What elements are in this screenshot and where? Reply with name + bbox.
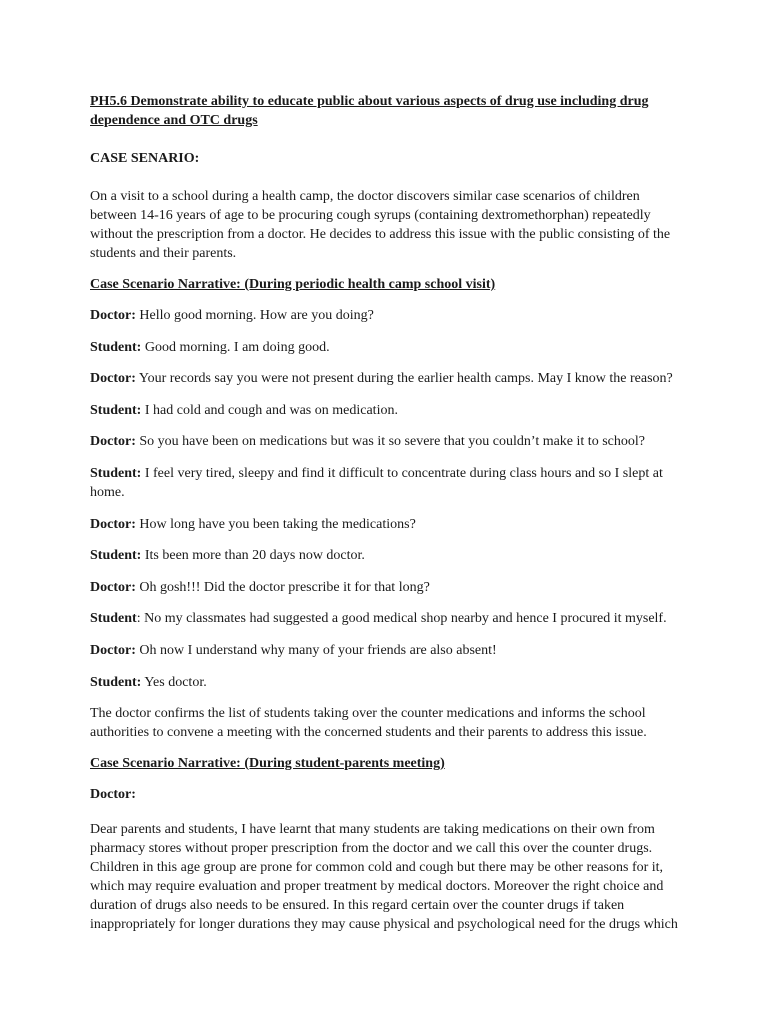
dialogue-line bbox=[90, 306, 680, 325]
doctor-address-paragraph: Dear parents and students, I have learnt that many students are taking medications on their own from pharmacy stores without proper prescription from the doctor and we call this over the counter drugs. Children in this age group are prone for common cold and cough but there may be other reasons for it, which may require evaluation and proper treatment by medical doctors. Moreover the right choice and duration of drugs also needs to be ensured. In this regard certain over the counter drugs if taken inappropriately for longer durations they may cause physical and psychological need for the drugs which bbox=[90, 822, 678, 933]
speaker-label: Student: bbox=[90, 339, 142, 355]
dialogue-text: Good morning. I am doing good. bbox=[141, 339, 330, 355]
dialogue-text: Its been more than 20 days now doctor. bbox=[141, 548, 365, 564]
dialogue-text: How long have you been taking the medications? bbox=[135, 516, 416, 532]
dialogue-text: Your records say you were not present during the earlier health camps. May I know the reason? bbox=[135, 371, 673, 387]
dialogue-line bbox=[90, 515, 680, 534]
dialogue-line bbox=[90, 609, 680, 628]
dialogue-line bbox=[90, 464, 680, 502]
dialogue bbox=[90, 306, 680, 692]
speaker-label: Student: bbox=[90, 465, 142, 481]
speaker-label: Doctor: bbox=[90, 308, 136, 323]
speaker-label: Doctor: bbox=[90, 371, 136, 387]
dialogue-line bbox=[90, 641, 680, 660]
dialogue-line bbox=[90, 578, 680, 597]
section-title-parents-meeting: Case Scenario Narrative: (During student-parents meeting) bbox=[90, 756, 445, 772]
dialogue-line bbox=[90, 432, 680, 451]
dialogue-line bbox=[90, 338, 680, 357]
dialogue-text: I feel very tired, sleepy and find it difficult to concentrate during class hours and so I slept at home. bbox=[90, 465, 663, 500]
dialogue-line bbox=[90, 546, 680, 565]
speaker-label: Doctor: bbox=[90, 434, 136, 450]
dialogue-text: : No my classmates had suggested a good medical shop nearby and hence I procured it myself. bbox=[136, 611, 667, 627]
speaker-label: Student: bbox=[90, 674, 142, 690]
dialogue-text: Oh gosh!!! Did the doctor prescribe it for that long? bbox=[135, 579, 430, 595]
doctor-label: Doctor: bbox=[90, 787, 136, 803]
dialogue-text: Hello good morning. How are you doing? bbox=[135, 308, 374, 323]
intro-paragraph: On a visit to a school during a health camp, the doctor discovers similar case scenarios of children between 14-16 years of age to be procuring cough syrups (containing dextromethorphan) repeatedly without the prescription from a doctor. He decides to address this issue with the public consisting of the students and their parents. bbox=[90, 189, 671, 261]
speaker-label: Doctor: bbox=[90, 642, 136, 658]
case-title: CASE SENARIO: bbox=[90, 151, 200, 166]
outcome-paragraph: The doctor confirms the list of students taking over the counter medications and informs the school authorities to convene a meeting with the concerned students and their parents to address this issue. bbox=[90, 706, 647, 741]
speaker-label: Doctor: bbox=[90, 516, 136, 532]
document-heading: PH5.6 Demonstrate ability to educate public about various aspects of drug use including drug dependence and OTC drugs bbox=[90, 94, 649, 128]
section-title-health-camp: Case Scenario Narrative: (During periodic health camp school visit) bbox=[90, 277, 496, 292]
document-page bbox=[90, 92, 680, 946]
dialogue-line bbox=[90, 369, 680, 388]
dialogue-line bbox=[90, 401, 680, 420]
speaker-label: Student: bbox=[90, 402, 142, 418]
dialogue-text: So you have been on medications but was it so severe that you couldn’t make it to school? bbox=[135, 434, 645, 450]
speaker-label: Student bbox=[90, 611, 137, 627]
dialogue-text: Oh now I understand why many of your friends are also absent! bbox=[135, 642, 497, 658]
speaker-label: Doctor: bbox=[90, 579, 136, 595]
dialogue-text: I had cold and cough and was on medication. bbox=[141, 402, 398, 418]
speaker-label: Student: bbox=[90, 548, 142, 564]
dialogue-line bbox=[90, 673, 680, 692]
dialogue-text: Yes doctor. bbox=[141, 674, 207, 690]
